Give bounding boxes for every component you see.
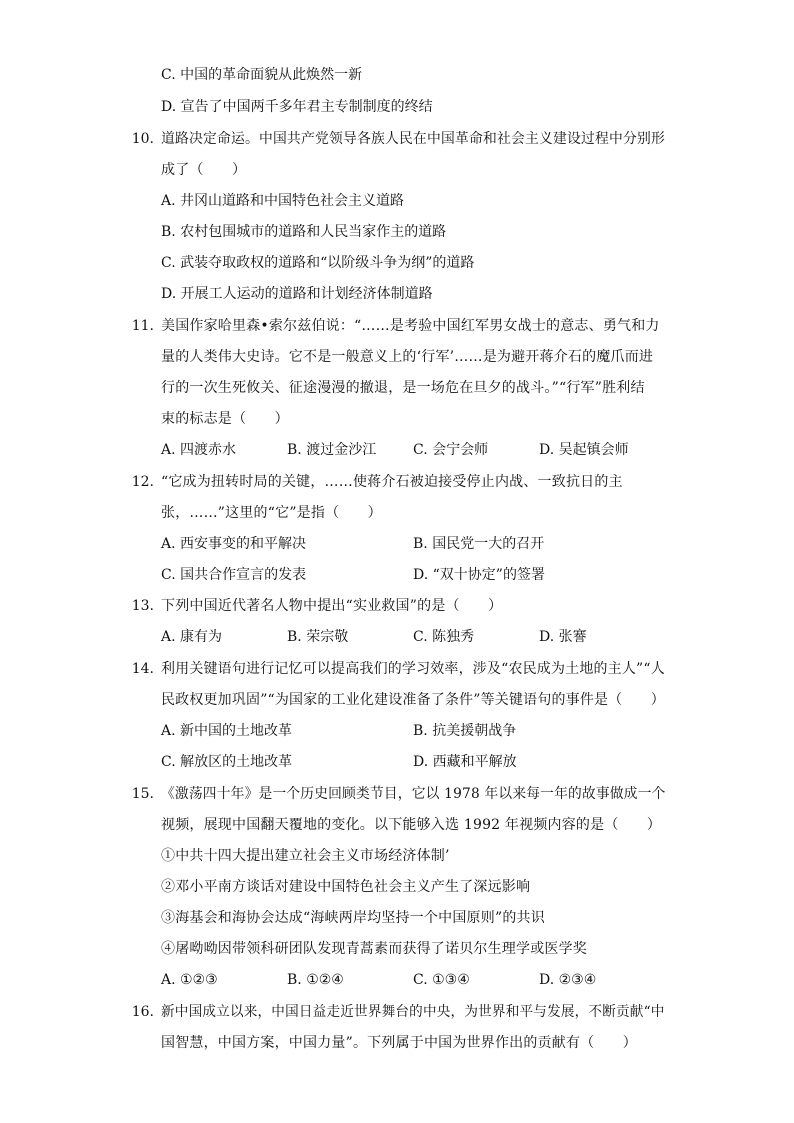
q16-number: 16. xyxy=(131,1004,154,1020)
q15-stem-line-2: 视频，展现中国翻天覆地的变化。以下能够入选 1992 年视频内容的是（ ） xyxy=(161,817,662,833)
q11-number: 11. xyxy=(131,318,154,334)
q14-stem-line-2: 民政权更加巩固”“为国家的工业化建设准备了条件”等关键语句的事件是（ ） xyxy=(161,692,665,708)
q14-option-c: C. 解放区的土地改革 xyxy=(161,754,293,770)
q12-option-d: D. “双十协定”的签署 xyxy=(413,567,545,583)
q10-option-d: D. 开展工人运动的道路和计划经济体制道路 xyxy=(161,286,433,302)
q15-option-b: B. ①②④ xyxy=(287,972,344,988)
q11-option-c: C. 会宁会师 xyxy=(413,442,489,458)
q10-option-b: B. 农村包围城市的道路和人民当家作主的道路 xyxy=(161,224,447,240)
q14-option-a: A. 新中国的土地改革 xyxy=(161,723,293,739)
q11-option-b: B. 渡过金沙江 xyxy=(287,442,377,458)
q15-option-c: C. ①③④ xyxy=(413,972,470,988)
q16-stem-line-1: 新中国成立以来，中国日益走近世界舞台的中央，为世界和平与发展，不断贡献“中 xyxy=(161,1004,665,1020)
q12-option-b: B. 国民党一大的召开 xyxy=(413,536,545,552)
q15-option-d: D. ②③④ xyxy=(539,972,597,988)
q10-option-a: A. 井冈山道路和中国特色社会主义道路 xyxy=(161,193,405,209)
q11-stem-line-1: 美国作家哈里森•索尔兹伯说：“……是考验中国红军男女战士的意志、勇气和力 xyxy=(161,318,660,334)
q15-item-1: ①中共十四大提出建立社会主义市场经济体制’ xyxy=(161,848,450,864)
q15-number: 15. xyxy=(131,786,154,802)
q9-option-c: C. 中国的革命面貌从此焕然一新 xyxy=(161,67,363,83)
q15-item-2: ②邓小平南方谈话对建设中国特色社会主义产生了深远影响 xyxy=(161,879,531,895)
q16-stem-line-2: 国智慧，中国方案，中国力量”。下列属于中国为世界作出的贡献有（ ） xyxy=(161,1035,637,1051)
q12-number: 12. xyxy=(131,474,154,490)
q10-option-c: C. 武装夺取政权的道路和“以阶级斗争为纲”的道路 xyxy=(161,255,475,271)
q11-option-d: D. 吴起镇会师 xyxy=(539,442,629,458)
q14-stem-line-1: 利用关键语句进行记忆可以提高我们的学习效率，涉及“农民成为土地的主人”“人 xyxy=(161,661,665,677)
q13-option-c: C. 陈独秀 xyxy=(413,629,475,645)
q13-option-d: D. 张謇 xyxy=(539,629,587,645)
q11-stem-line-2: 量的人类伟大史诗。它不是一般意义上的‘行军’……是为避开蒋介石的魔爪而进 xyxy=(161,349,654,365)
q15-option-a: A. ①②③ xyxy=(161,972,218,988)
q10-stem-line-2: 成了（ ） xyxy=(161,162,247,178)
q14-option-d: D. 西藏和平解放 xyxy=(413,754,517,770)
q12-stem-line-2: 张，……”这里的“它”是指（ ） xyxy=(161,505,382,521)
q13-option-a: A. 康有为 xyxy=(161,629,223,645)
q11-stem-line-3: 行的一次生死攸关、征途漫漫的撤退，是一场危在旦夕的战斗。”“行军”胜利结 xyxy=(161,380,645,396)
q10-stem-line-1: 道路决定命运。中国共产党领导各族人民在中国革命和社会主义建设过程中分别形 xyxy=(161,131,666,147)
q14-option-b: B. 抗美援朝战争 xyxy=(413,723,517,739)
q15-stem-line-1: 《激荡四十年》是一个历史回顾类节目，它以 1978 年以来每一年的故事做成一个 xyxy=(161,786,666,802)
q13-stem-line-1: 下列中国近代著名人物中提出“实业救国”的是（ ） xyxy=(161,598,503,614)
q11-option-a: A. 四渡赤水 xyxy=(161,442,237,458)
q15-item-4: ④屠呦呦因带领科研团队发现青蒿素而获得了诺贝尔生理学或医学奖 xyxy=(161,941,587,957)
q12-stem-line-1: “它成为扭转时局的关键，……使蒋介石被迫接受停止内战、一致抗日的主 xyxy=(161,474,623,490)
q13-number: 13. xyxy=(131,598,154,614)
q11-stem-line-4: 束的标志是（ ） xyxy=(161,411,289,427)
q9-option-d: D. 宣告了中国两千多年君主专制制度的终结 xyxy=(161,99,433,115)
q12-option-c: C. 国共合作宣言的发表 xyxy=(161,567,307,583)
q13-option-b: B. 荣宗敬 xyxy=(287,629,349,645)
q15-item-3: ③海基会和海协会达成“海峡两岸均坚持一个中国原则”的共识 xyxy=(161,910,545,926)
q12-option-a: A. 西安事变的和平解决 xyxy=(161,536,307,552)
q14-number: 14. xyxy=(131,661,154,677)
q10-number: 10. xyxy=(131,131,154,147)
